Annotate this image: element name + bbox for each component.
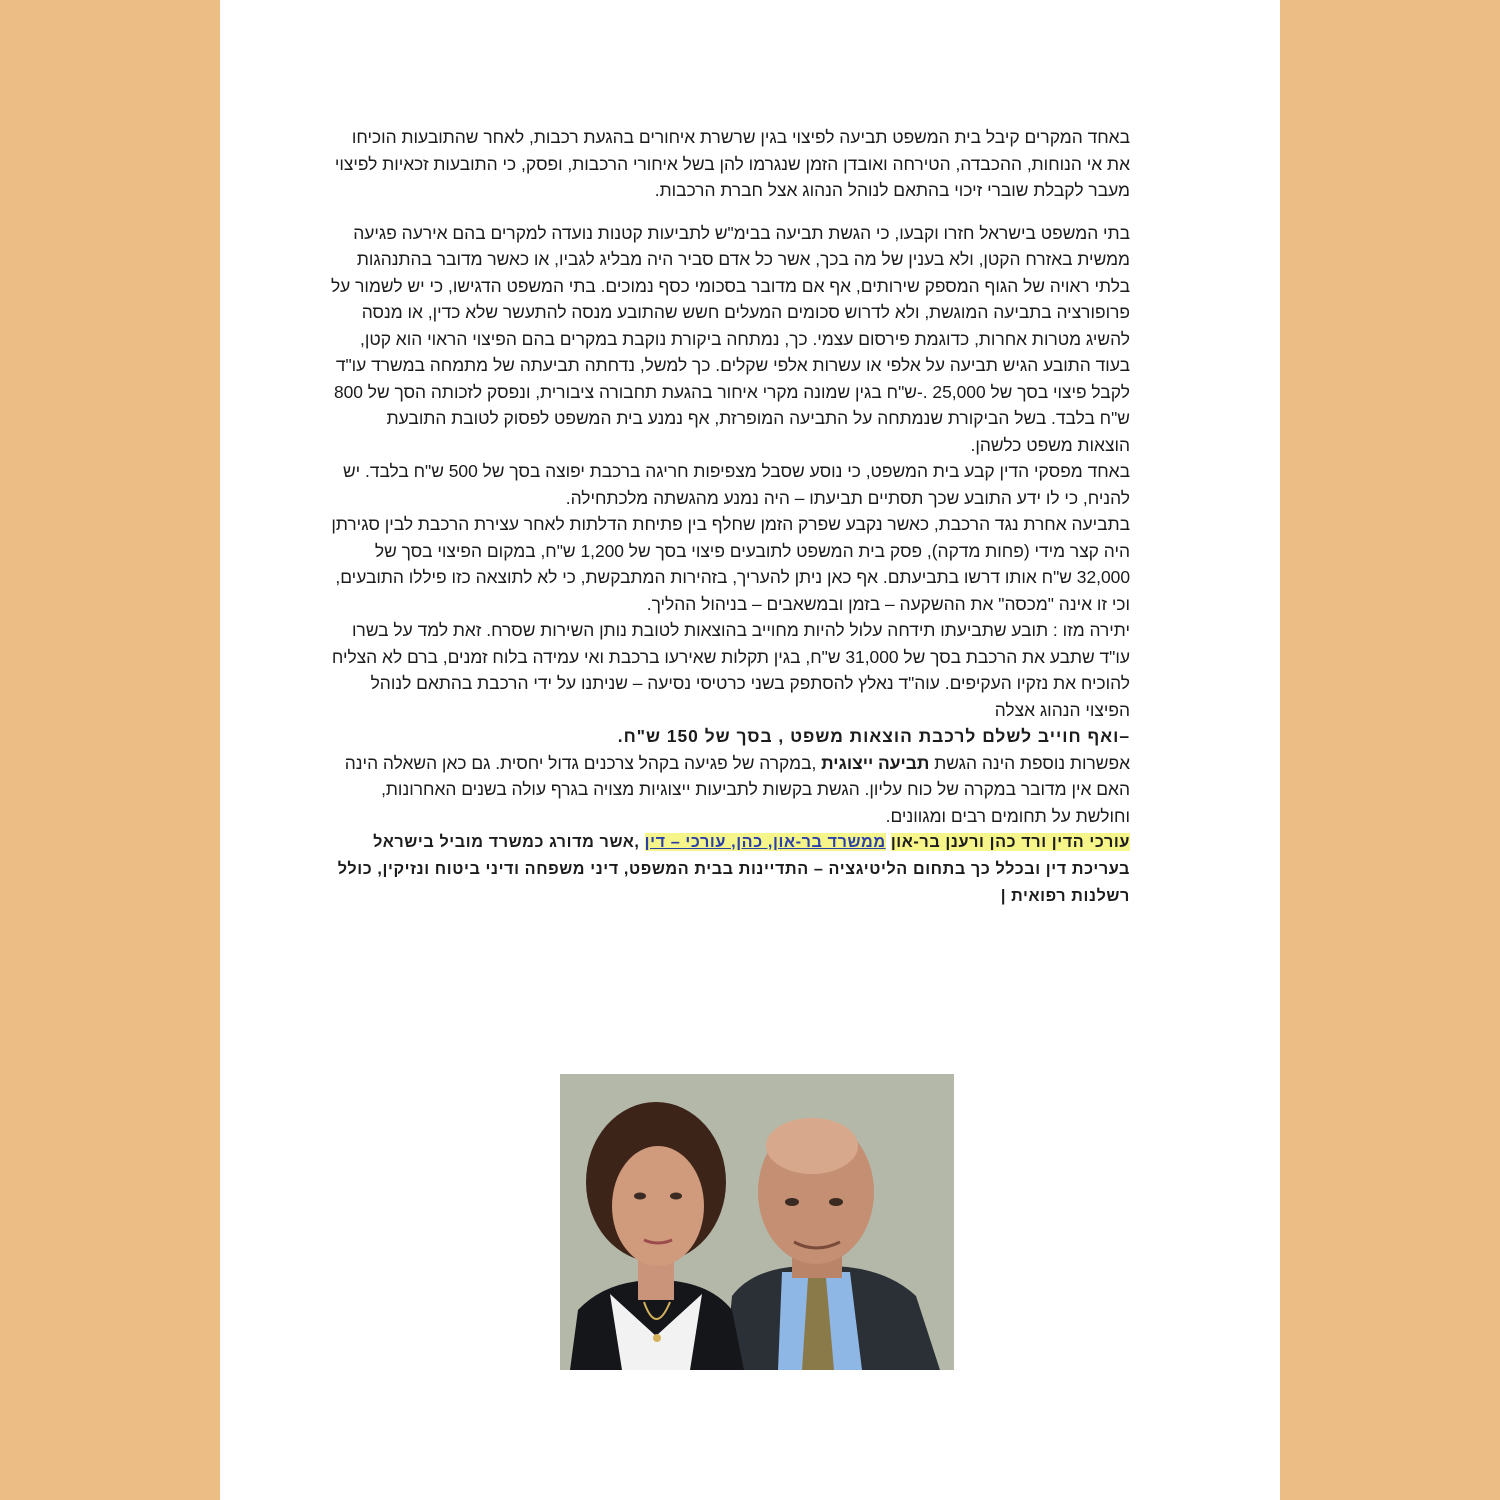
paragraph-costs-bold: –ואף חוייב לשלם לרכבת הוצאות משפט , בסך של 150 ש"ח. (617, 726, 1130, 746)
paragraph-train-delays: באחד המקרים קיבל בית המשפט תביעה לפיצוי בגין שרשרת איחורים בהגעת רכבות, לאחר שהתובעות הוכיחו את אי הנוחות, ההכבדה, הטירחה ואובדן הזמן שנגרמו להן בשל איחורי הרכבות, ופסק, כי התובעות זכאיות לפיצוי מעבר לקבלת שוברי זיכוי בהתאם לנוהל הנהוג אצל חברת הרכבות. (334, 127, 1130, 200)
paragraph-lawyer-claim: יתירה מזו : תובע שתביעתו תידחה עלול להיות מחוייב בהוצאות לטובת נותן השירות שסרח. זאת למד על בשרו עו"ד שתבע את הרכבת בסך של 31,000 ש"ח, בגין תקלות שאירעו ברכבת ואי עמידה בלוח זמנים, ברם לא הצליח להוכיח את נזקיו העקיפים. עוה"ד נאלץ להסתפק בשני כרטיסי נסיעה – שניתנו על ידי הרכבת בהתאם לנוהל הפיצוי הנהוג אצלה (331, 620, 1130, 720)
paragraph-doors: בתביעה אחרת נגד הרכבת, כאשר נקבע שפרק הזמן שחלף בין פתיחת הדלתות לאחר עצירת הרכבת לבין סגירתן היה קצר מידי (פחות מדקה), פסק בית המשפט לתובעים פיצוי בסך של 1,200 ש"ח, במקום הפיצוי בסך של 32,000 ש"ח אותו דרשו בתביעתם. אף כאן ניתן להעריך, בזהירות המתבקשת, כי לא לתוצאה כזו פיללו התובעים, וכי זו אינה "מכסה" את ההשקעה – בזמן ובמשאבים – בניהול ההליך. (331, 514, 1130, 614)
author-signature (330, 829, 1130, 910)
author-names: עורכי הדין ורד כהן ורענן בר-און (890, 833, 1130, 851)
class-action-before: אפשרות נוספת הינה הגשת (934, 752, 1130, 773)
class-action-after: ,במקרה של פגיעה בקהל צרכנים גדול יחסית. גם כאן השאלה הינה האם אין מדובר במקרה של כוח עליון. הגשת בקשות לתביעות ייצוגיות מצויה בגרף עולה בשנים האחרונות, וחולשת על תחומים רבים ומגוונים. (344, 752, 1130, 826)
paragraph-class-action (330, 750, 1130, 830)
authors-photo (560, 1074, 954, 1370)
firm-link[interactable]: ממשרד בר-און, כהן, עורכי – דין (644, 833, 886, 851)
author-description: ,אשר מדורג כמשרד מוביל בישראל בעריכת דין ובכלל כך בתחום הליטיגציה – התדיינות בבית המשפט, דיני משפחה ודיני ביטוח ונזיקין, כולל רשלנות רפואית | (337, 833, 1130, 905)
document-page (220, 0, 1280, 1500)
authors-photo-illustration (560, 1074, 954, 1370)
woman-face-shape (612, 1146, 704, 1266)
article-body (330, 124, 1130, 910)
paragraph-crowding: באחד מפסקי הדין קבע בית המשפט, כי נוסע שסבל מצפיפות חריגה ברכבת יפוצה בסך של 500 ש"ח בלבד. יש להניח, כי לו ידע התובע שכך תסתיים תביעתו – היה נמנע מהגשתה מלכתחילה. (342, 461, 1130, 508)
class-action-bold: תביעה ייצוגית (821, 752, 930, 773)
paragraph-small-claims: בתי המשפט בישראל חזרו וקבעו, כי הגשת תביעה בבימ"ש לתביעות קטנות נועדה למקרים בהם אירעה פגיעה ממשית באזרח הקטן, ולא בענין של מה בכך, אשר כל אדם סביר היה מבליג לגביו, או כאשר מדובר בהתנהגות בלתי ראויה של הגוף המספק שירותים, אף אם מדובר בסכומי כסף נמוכים. בתי המשפט הדגישו, כי יש לשמור על פרופורציה בתביעה המוגשת, ולא לדרוש סכומים המעלים חשש שהתובע מנסה להתעשר שלא כדין, או מנסה להשיג מטרות אחרות, כדוגמת פירסום עצמי. כך, נמתחה ביקורת נוקבת במקרים בהם הפיצוי הראוי הוא קטן, בעוד התובע הגיש תביעה על אלפי או עשרות אלפי שקלים. כך למשל, נדחתה תביעתה של מתמחה במשרד עו"ד לקבל פיצוי בסך של 25,000 .-ש"ח בגין שמונה מקרי איחור בהגעת תחבורה ציבורית, ונפסק לזכותה הסך של 800 ש"ח בלבד. בשל הביקורת שנמתחה על התביעה המופרזת, אף נמנע בית המשפט לפסוק לטובת התובעת הוצאות משפט כלשהן. (330, 222, 1130, 455)
